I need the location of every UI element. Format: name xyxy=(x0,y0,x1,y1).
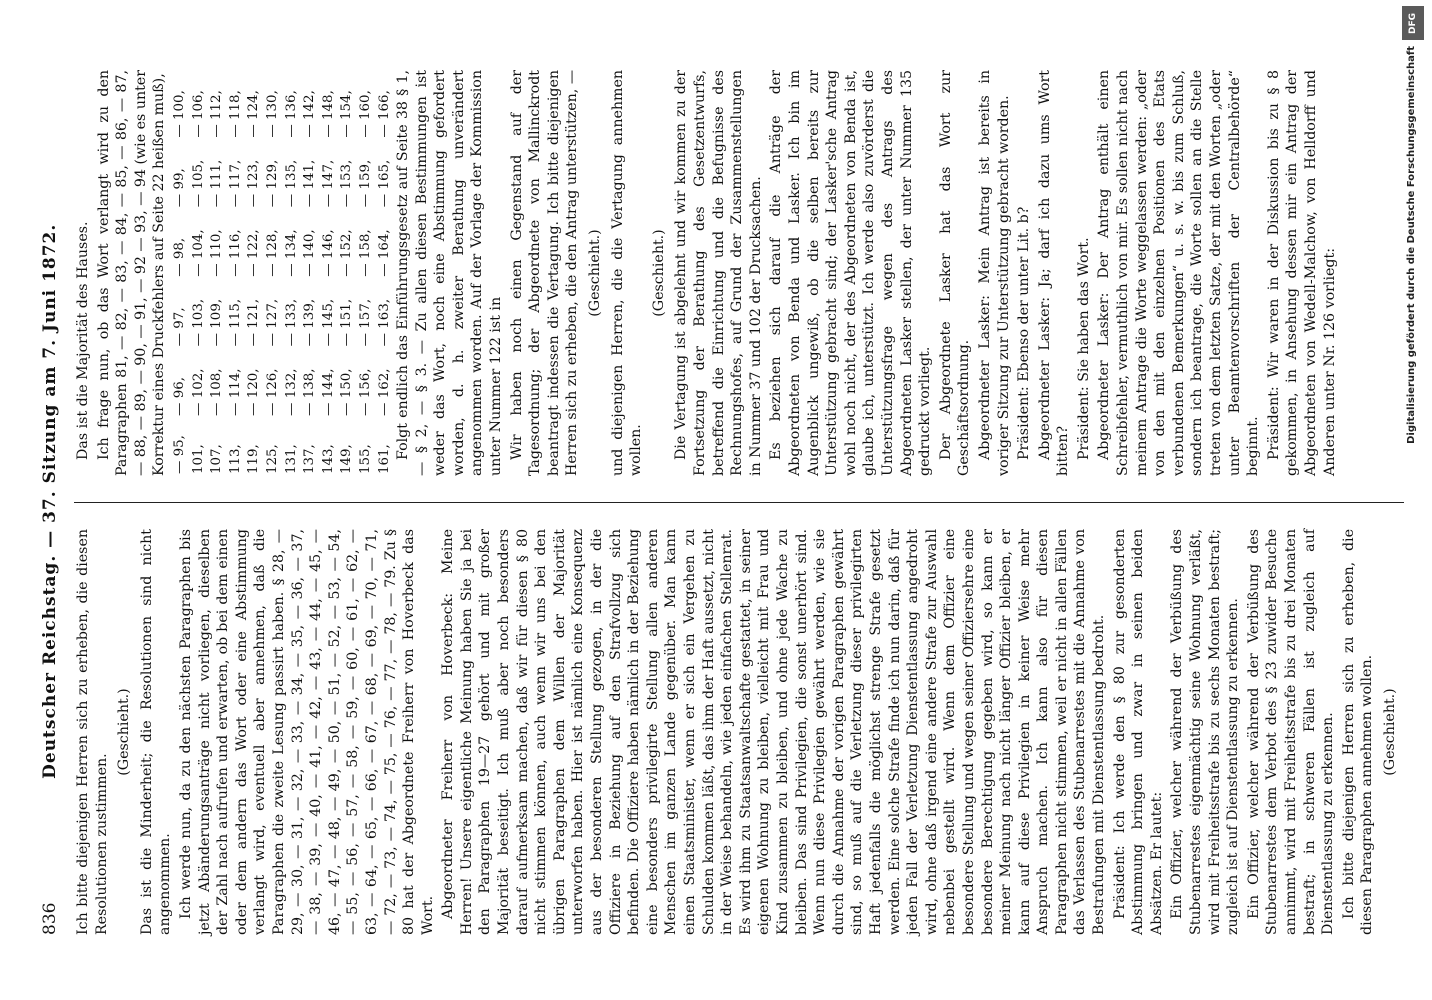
number-row xyxy=(245,70,264,476)
number-cell: — 104, xyxy=(190,229,206,277)
paragraph: Ich frage nun, ob das Wort verlangt wird zu den Paragraphen 81, — 82, — 83, — 84, — 85, — 86, — 87, — 88, — 89, — 90, — 91, — 92 — 93, — 94 (wie es unter Korrektur eines Druckfehlers auf Seite 22 heißen muß), xyxy=(95,70,168,476)
number-cell: — 118, xyxy=(227,90,243,138)
number-cell: — 144, xyxy=(320,368,336,416)
number-cell: — 114, xyxy=(227,368,243,416)
page-header xyxy=(40,70,66,935)
paragraph: Präsident: Ich werde den § 80 zur gesonderten Abstimmung bringen und zwar in seinen beiden Absätzen. Er lautet: xyxy=(1111,529,1165,935)
number-cell: — 115, xyxy=(227,298,243,347)
digitization-note: Digitalisierung gefördert durch die Deutsche Forschungsgemeinschaft xyxy=(1406,46,1417,444)
number-cell: — 116, xyxy=(227,229,243,277)
page-title: Deutscher Reichstag. — 37. Sitzung am 7. Juni 1872. xyxy=(40,223,60,779)
number-row xyxy=(171,70,190,476)
number-row xyxy=(301,70,320,476)
paragraph: Die Vertagung ist abgelehnt und wir kommen zu der Fortsetzung der Berathung des Gesetzentwurfs, betreffend die Einrichtung und die Befugnisse des Rechnungshofes, auf Grund der Zusammenstellungen in Nummer 37 und 102 der Drucksachen. xyxy=(673,70,764,476)
paragraph: und diejenigen Herren, die die Vertagung annehmen wollen. xyxy=(609,70,645,476)
number-cell: 137, xyxy=(302,444,318,474)
action-note: (Geschieht.) xyxy=(116,688,133,776)
number-cell: — 163, xyxy=(376,298,392,347)
number-cell: — 120, xyxy=(246,368,262,416)
number-cell: — 140, xyxy=(302,229,318,277)
number-cell: — 105, xyxy=(190,159,206,208)
number-cell: — 164, xyxy=(376,229,392,277)
paragraph: Das ist die Minderheit; die Resolutionen sind nicht angenommen. xyxy=(138,529,174,935)
number-cell: — 165, xyxy=(376,159,392,208)
number-cell: — 100, xyxy=(171,90,187,138)
number-row xyxy=(320,70,339,476)
dfg-logo: DFG xyxy=(1402,6,1424,40)
number-cell: — 142, xyxy=(302,90,318,138)
paragraph: Es beziehen sich darauf die Anträge der Abgeordneten von Benda und Lasker. Ich bin im Augenblick ungewiß, ob die selben bereits zur Unterstützung gebracht sind; der Lasker'sche Antrag wohl noch nicht, der des Abgeordneten von Benda ist, glaube ich, unterstützt. Ich werde also zuvörderst die Unterstützungsfrage wegen des Antrags des Abgeordneten Lasker stellen, der unter Nummer 135 gedruckt vorliegt. xyxy=(768,70,934,476)
number-cell: 161, xyxy=(376,444,392,474)
number-cell: — 96, xyxy=(171,376,187,416)
paragraph: Das ist die Majorität des Hauses. xyxy=(75,221,91,460)
number-cell: — 153, xyxy=(339,159,355,208)
paragraph: Folgt endlich das Einführungsgesetz auf Seite 38 § 1, — § 2, — § 3. — Zu allen diesen Bestimmungen ist weder das Wort, noch eine Abstimmung gefordert worden, d. h. zweiter Berathung unverändert angenommen worden. Auf der Vorlage der Kommission unter Nummer 122 ist in xyxy=(395,70,505,476)
paragraph: Ich bitte diejenigen Herren sich zu erheben, die diesen Resolutionen zustimmen. xyxy=(75,529,110,935)
number-cell: — 110, xyxy=(209,229,225,277)
number-cell: — 112, xyxy=(209,90,225,138)
number-cell: — 145, xyxy=(320,298,336,347)
number-cell: — 135, xyxy=(283,159,299,208)
number-cell: — 108, xyxy=(209,368,225,416)
digitization-sidebar xyxy=(1392,0,1432,1000)
number-cell: — 154, xyxy=(339,90,355,138)
paragraph: Der Abgeordnete Lasker hat das Wort zur Geschäftsordnung. xyxy=(937,70,973,476)
number-cell: — 129, xyxy=(264,159,280,208)
number-cell: — 136, xyxy=(283,90,299,138)
number-cell: — 138, xyxy=(302,368,318,416)
number-cell: — 126, xyxy=(264,368,280,416)
number-cell: — 97, xyxy=(171,307,187,347)
number-cell: 101, xyxy=(190,444,206,474)
paragraph: Abgeordneter Freiherr von Hoverbeck: Meine Herren! Unsere eigentliche Meinung haben Sie ja bei den Paragraphen 19—27 gehört und mit großer Majorität beseitigt. Ich muß aber noch besonders darauf aufmerksam machen, daß wir für diesen § 80 nicht stimmen können, auch wenn wir uns bei den übrigen Paragraphen dem Willen der Majorität unterworfen haben. Hier ist nämlich eine Konsequenz aus der besonderen Stellung gezogen, in der die Offiziere in Beziehung auf den Strafvollzug sich befinden. Die Offiziere haben nämlich in der Beziehung eine besonders privilegirte Stellung allen anderen Menschen im ganzen Lande gegenüber. Man kann einen Staatsminister, wenn er sich ein Vergehen zu Schulden kommen läßt, das ihm der Haft aussetzt, nicht in der Weise behandeln, wie jeden einfachen Stellenrat. Es wird ihm zu Staatsanwaltschafte gestattet, in seiner eigenen Wohnung zu bleiben, vielleicht mit Frau und Kind zusammen zu bleiben, und ohne jede Wache zu bleiben. Das sind Privilegien, die sonst unerhört sind. Wenn nun diese Privilegien gewährt werden, wie sie durch die Annahme der vorigen Paragraphen gewährt sind, so muß auf die Verletzung dieser privilegirten Haft jedenfalls die möglichst strenge Strafe gesetzt werden. Eine solche Strafe finde ich nun darin, daß für jeden Fall der Verletzung Dienstentlassung angedroht wird, ohne daß irgend eine andere Strafe zur Auswahl nebenbei gestellt wird. Wenn dem Offizier eine besondere Stellung und wegen seiner Offiziersehre eine besondere Berechtigung gegeben wird, so kann er meiner Meinung nach nicht länger Offizier bleiben, er kann auf diese Privilegien in keiner Weise mehr Anspruch machen. Ich kann also für diesen Paragraphen nicht stimmen, weil er nicht in allen Fällen das Verlassen des Stubenarrestes mit die Annahme von Bestrafungen mit Dienstentlassung bedroht. xyxy=(440,529,1108,935)
number-row xyxy=(264,70,283,476)
number-row xyxy=(376,70,395,476)
paragraph: Wir haben noch einen Gegenstand auf der Tagesordnung; der Abgeordnete von Mallinckrodt beantragt indessen die Vertagung. Ich bitte diejenigen Herren sich zu erheben, die den Antrag unterstützen, — xyxy=(508,69,581,476)
number-cell: — 150, xyxy=(339,368,355,416)
paragraph: Ein Offizier, welcher während der Verbüßung des Stubenarrestes dem Verbot des § 23 zuwider Besuche annimmt, wird mit Freiheitsstrafe bis zu drei Monaten bestraft; in schweren Fällen ist zugleich auf Dienstentlassung zu erkennen. xyxy=(1245,529,1337,935)
number-row xyxy=(190,70,209,476)
paragraph: Ich werde nun, da zu den nächsten Paragraphen bis jetzt Abänderungsanträge nicht vorliegen, dieselben der Zahl nach aufrufen und erwarten, ob bei dem einen oder dem andern das Wort oder eine Abstimmung verlangt wird, eventuell aber annehmen, daß die Paragraphen die zweite Lesung passirt haben. § 28, — 29, — 30, — 31, — 32, — 33, — 34, — 35, — 36, — 37, — 38, — 39, — 40, — 41, — 42, — 43, — 44, — 45, — 46, — 47, — 48, — 49, — 50, — 51, — 52, — 53, — 54, — 55, — 56, — 57, — 58, — 59, — 60, — 61, — 62, — 63, — 64, — 65, — 66, — 67, — 68, — 69, — 70, — 71, — 72, — 73, — 74, — 75, — 76, — 77, — 78, — 79. Zu § 80 hat der Abgeordnete Freiherr von Hoverbeck das Wort. xyxy=(177,529,436,935)
action-note: (Geschieht.) xyxy=(1381,688,1398,776)
number-row xyxy=(208,70,227,476)
column-divider xyxy=(74,502,1404,503)
number-cell: 113, xyxy=(227,444,243,474)
paragraph-number-table xyxy=(171,70,394,476)
number-cell: — 106, xyxy=(190,90,206,138)
page-number: 836 xyxy=(40,902,60,935)
paragraph: Präsident: Ebenso der unter Lit. b? xyxy=(1016,206,1033,460)
number-cell: — 98, xyxy=(171,237,187,277)
number-cell: — 159, xyxy=(357,159,373,208)
number-row xyxy=(357,70,376,476)
number-cell: — 99, xyxy=(171,168,187,208)
number-cell: — 133, xyxy=(283,298,299,347)
number-cell: 119, xyxy=(246,444,262,474)
number-cell: — 151, xyxy=(339,298,355,347)
paragraph: Abgeordneter Lasker: Ja; darf ich dazu ums Wort bitten? xyxy=(1036,70,1072,476)
right-column xyxy=(74,70,1404,476)
number-row xyxy=(338,70,357,476)
number-cell: — 139, xyxy=(302,298,318,347)
number-cell: — 103, xyxy=(190,298,206,347)
paragraph: Präsident: Sie haben das Wort. xyxy=(1075,237,1092,460)
number-cell: — 160, xyxy=(357,90,373,138)
number-cell: 149, xyxy=(339,444,355,474)
paragraph: Abgeordneter Lasker: Mein Antrag ist bereits in voriger Sitzung zur Unterstützung gebracht worden. xyxy=(976,70,1012,476)
paragraph: Ein Offizier, welcher während der Verbüßung des Stubenarrestes eigenmächtig seine Wohnung verläßt, wird mit Freiheitsstrafe bis zu sechs Monaten bestraft; zugleich ist auf Dienstentlassung zu erkennen. xyxy=(1169,529,1242,935)
number-cell: — 127, xyxy=(264,298,280,347)
number-cell: — 157, xyxy=(357,298,373,347)
paragraph: Ich bitte diejenigen Herren sich zu erheben, die diesen Paragraphen annehmen wollen. xyxy=(1340,529,1376,935)
number-cell: — 122, xyxy=(246,229,262,277)
number-cell: — 162, xyxy=(376,368,392,416)
number-cell: — 141, xyxy=(302,159,318,208)
number-cell: 131, xyxy=(283,444,299,474)
left-column xyxy=(74,529,1404,935)
number-cell: 125, xyxy=(264,444,280,474)
paragraph: Präsident: Wir waren in der Diskussion bis zu § 8 gekommen, in Ansehung dessen mir ein Antrag der Abgeordneten von Wedell-Malchow, von Helldorff und Anderen unter Nr. 126 vorliegt: xyxy=(1265,70,1338,476)
number-cell: 107, xyxy=(209,444,225,474)
number-cell: — 152, xyxy=(339,229,355,277)
number-cell: — 121, xyxy=(246,298,262,347)
number-row xyxy=(283,70,302,476)
number-cell: — 102, xyxy=(190,368,206,416)
number-cell: — 123, xyxy=(246,159,262,208)
number-cell: — 156, xyxy=(357,368,373,416)
action-note: (Geschieht.) xyxy=(650,229,667,317)
paragraph: Abgeordneter Lasker: Der Antrag enthält einen Schreibfehler, vermuthlich von mir. Es sollen nicht nach meinem Antrage die Worte weggelassen werden: „oder von den mit den einzelnen Positionen des Etats verbundenen Bemerkungen“ u. s. w. bis zum Schluß, sondern ich beantrage, die Worte sollen an die Stelle treten von dem letzten Satze, der mit den Worten „oder unter Beamtenvorschriften der Centralbehörde“ beginnt. xyxy=(1096,70,1262,476)
number-cell: — 147, xyxy=(320,159,336,208)
number-cell: — 148, xyxy=(320,90,336,138)
number-cell: — 124, xyxy=(246,90,262,138)
number-cell: — 117, xyxy=(227,159,243,208)
number-cell: — 134, xyxy=(283,229,299,277)
number-cell: — 130, xyxy=(264,90,280,138)
number-cell: — 166, xyxy=(376,90,392,138)
number-row xyxy=(227,70,246,476)
number-cell: — 158, xyxy=(357,229,373,277)
number-cell: — 146, xyxy=(320,229,336,277)
number-cell: 155, xyxy=(357,444,373,474)
number-cell: — 95, xyxy=(171,435,187,474)
number-cell: — 128, xyxy=(264,229,280,277)
number-cell: — 111, xyxy=(209,159,225,208)
number-cell: — 132, xyxy=(283,368,299,416)
action-note: (Geschieht.) xyxy=(587,229,604,317)
number-cell: 143, xyxy=(320,444,336,474)
number-cell: — 109, xyxy=(209,298,225,347)
